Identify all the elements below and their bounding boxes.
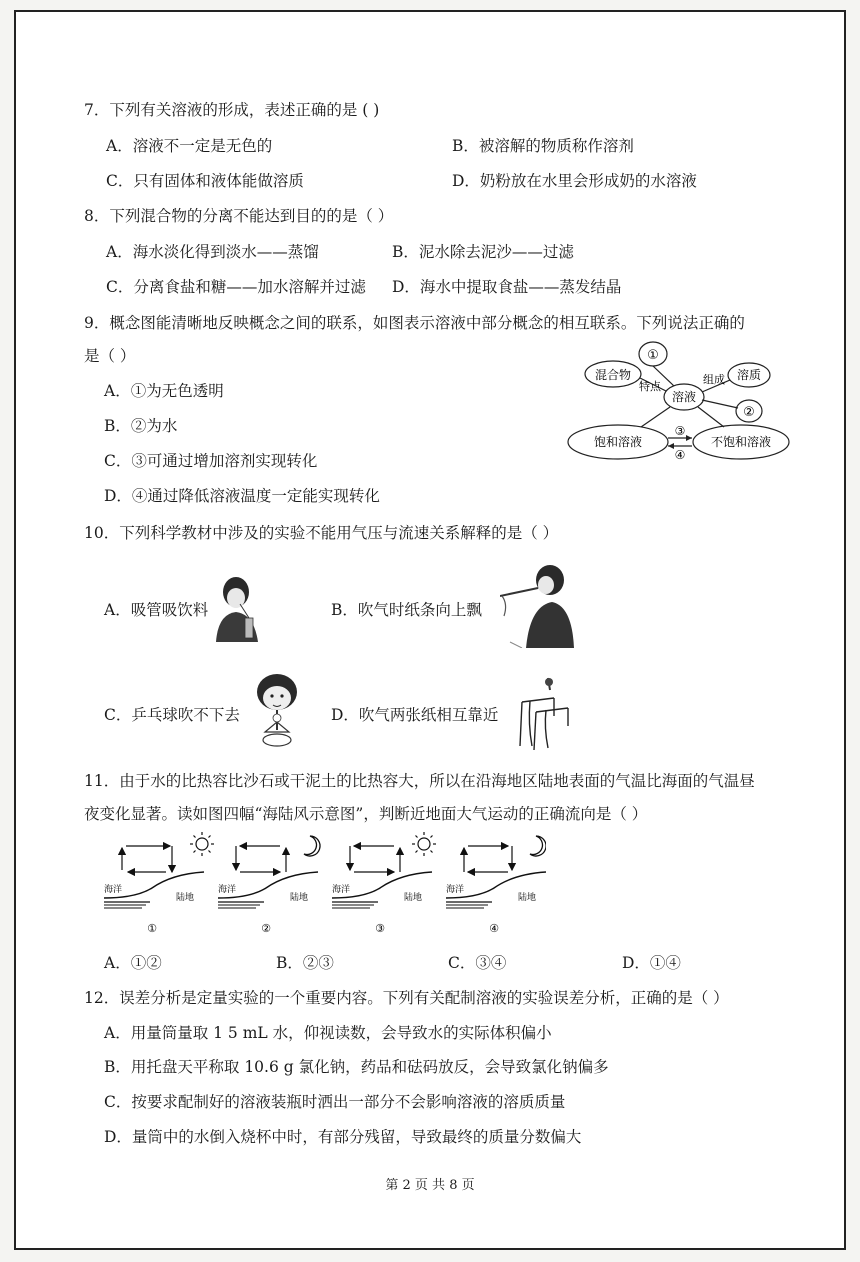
- page-number-footer: 第 2 页 共 8 页: [385, 1178, 475, 1193]
- ocean-label-4: 海洋: [446, 885, 465, 895]
- q9-stem-line1: 9．概念图能清晰地反映概念之间的联系，如图表示溶液中部分概念的相互联系。下列说法正确的: [84, 314, 745, 332]
- solution-concept-diagram: [566, 338, 796, 464]
- q11-option-a[interactable]: A．①②: [104, 954, 162, 972]
- panel-label-2: ②: [261, 922, 271, 935]
- q12-stem: 12．误差分析是定量实验的一个重要内容。下列有关配制溶液的实验误差分析，正确的是（ ）: [84, 989, 729, 1007]
- diagram-label-unsaturated: 不饱和溶液: [710, 435, 772, 449]
- diagram-label-3: ③: [674, 424, 686, 438]
- q8-option-d[interactable]: D．海水中提取食盐——蒸发结晶: [392, 278, 622, 296]
- q11-stem-line1: 11．由于水的比热容比沙石或干泥土的比热容大，所以在沿海地区陆地表面的气温比海面的气温昼: [84, 772, 755, 790]
- ocean-label-2: 海洋: [218, 885, 237, 895]
- blowing-paper-strip-illustration: [500, 562, 576, 648]
- q10-option-b[interactable]: B．吹气时纸条向上飘: [331, 601, 482, 619]
- q8-option-b[interactable]: B．泥水除去泥沙——过滤: [392, 243, 574, 261]
- q12-option-c[interactable]: C．按要求配制好的溶液装瓶时洒出一部分不会影响溶液的溶质质量: [104, 1093, 566, 1111]
- straw-drinking-illustration: [212, 574, 262, 642]
- q9-option-a[interactable]: A．①为无色透明: [104, 382, 224, 400]
- q12-option-b[interactable]: B．用托盘天平称取 10.6 g 氯化钠，药品和砝码放反，会导致氯化钠偏多: [104, 1058, 609, 1076]
- q9-stem-line2: 是（ ）: [84, 347, 136, 365]
- land-label-4: 陆地: [518, 893, 537, 903]
- diagram-label-4: ④: [674, 448, 686, 462]
- q7-option-d[interactable]: D．奶粉放在水里会形成奶的水溶液: [452, 172, 697, 190]
- diagram-label-1: ①: [647, 348, 659, 363]
- q11-option-b[interactable]: B．②③: [276, 954, 334, 972]
- q8-option-a[interactable]: A．海水淡化得到淡水——蒸馏: [106, 243, 319, 261]
- q7-option-c[interactable]: C．只有固体和液体能做溶质: [106, 172, 304, 190]
- q11-stem-line2: 夜变化显著。读如图四幅“海陆风示意图”，判断近地面大气运动的正确流向是（ ）: [84, 805, 648, 823]
- diagram-label-saturated: 饱和溶液: [593, 435, 643, 449]
- q10-option-a[interactable]: A．吸管吸饮料: [104, 601, 209, 619]
- ocean-label-1: 海洋: [104, 885, 123, 895]
- q11-option-c[interactable]: C．③④: [448, 954, 507, 972]
- panel-label-4: ④: [489, 922, 499, 935]
- q9-option-d[interactable]: D．④通过降低溶液温度一定能实现转化: [104, 487, 380, 505]
- diagram-label-compose: 组成: [703, 373, 725, 386]
- diagram-label-solute: 溶质: [736, 368, 762, 382]
- q10-stem: 10．下列科学教材中涉及的实验不能用气压与流速关系解释的是（ ）: [84, 524, 559, 542]
- land-label-1: 陆地: [176, 893, 195, 903]
- diagram-label-mixture: 混合物: [594, 368, 632, 382]
- q7-option-a[interactable]: A．溶液不一定是无色的: [106, 137, 273, 155]
- q9-option-b[interactable]: B．②为水: [104, 417, 178, 435]
- diagram-label-2: ②: [743, 405, 755, 420]
- land-label-2: 陆地: [290, 893, 309, 903]
- q11-option-d[interactable]: D．①④: [622, 954, 681, 972]
- q9-option-c[interactable]: C．③可通过增加溶剂实现转化: [104, 452, 318, 470]
- q7-stem: 7．下列有关溶液的形成，表述正确的是 ( ): [84, 101, 380, 119]
- q10-option-c[interactable]: C．乒乓球吹不下去: [104, 706, 240, 724]
- q8-stem: 8．下列混合物的分离不能达到目的的是（ ）: [84, 207, 394, 225]
- diagram-label-feature: 特点: [639, 380, 661, 393]
- land-label-3: 陆地: [404, 893, 423, 903]
- diagram-label-solution: 溶液: [671, 390, 697, 404]
- ping-pong-ball-illustration: [243, 670, 305, 748]
- q12-option-d[interactable]: D．量筒中的水倒入烧杯中时，有部分残留，导致最终的质量分数偏大: [104, 1128, 582, 1146]
- q12-option-a[interactable]: A．用量筒量取 1 5 mL 水，仰视读数，会导致水的实际体积偏小: [104, 1024, 552, 1042]
- q10-option-d[interactable]: D．吹气两张纸相互靠近: [331, 706, 499, 724]
- ocean-label-3: 海洋: [332, 885, 351, 895]
- two-papers-illustration: [514, 676, 576, 752]
- q7-option-b[interactable]: B．被溶解的物质称作溶剂: [452, 137, 634, 155]
- panel-label-3: ③: [375, 922, 385, 935]
- panel-label-1: ①: [147, 922, 157, 935]
- sea-land-breeze-diagrams: [96, 832, 546, 938]
- q8-option-c[interactable]: C．分离食盐和糖——加水溶解并过滤: [106, 278, 366, 296]
